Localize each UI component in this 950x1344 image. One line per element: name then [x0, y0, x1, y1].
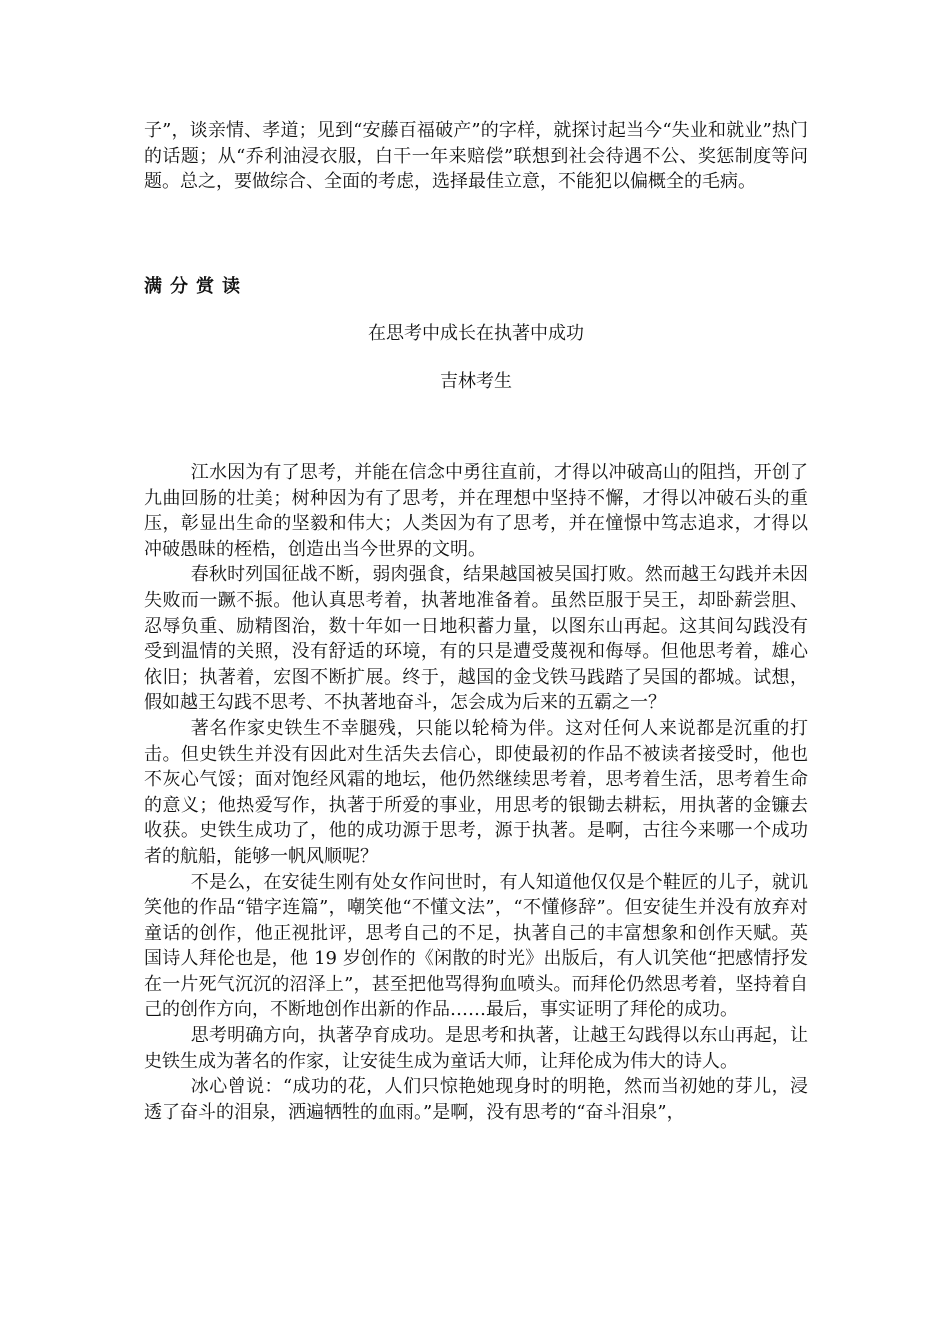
article-paragraph: 不是么，在安徒生刚有处女作问世时，有人知道他仅仅是个鞋匠的儿子，就讥笑他的作品“错字连篇”，嘲笑他“不懂文法”，“不懂修辞”。但安徒生并没有放弃对童话的创作，他正视批评，思考自己的不足，执著自己的丰富想象和创作天赋。英国诗人拜伦也是，他 19 岁创作的《闲散的时光》出版后，有人讥笑他“把感情抒发在一片死气沉沉的沼泽上”，甚至把他骂得狗血喷头。而拜伦仍然思考着，坚持着自己的创作方向，不断地创作出新的作品……最后，事实证明了拜伦的成功。 [144, 871, 808, 1021]
section-heading: 满分赏读 [144, 276, 248, 297]
article-author: 吉林考生 [440, 371, 512, 392]
article-paragraph: 春秋时列国征战不断，弱肉强食，结果越国被吴国打败。然而越王勾践并未因失败而一蹶不振。他认真思考着，执著地准备着。虽然臣服于吴王，却卧薪尝胆、忍辱负重、励精图治，数十年如一日地积蓄力量，以图东山再起。这其间勾践没有受到温情的关照，没有舒适的环境，有的只是遭受蔑视和侮辱。但他思考着，雄心依旧；执著着，宏图不断扩展。终于，越国的金戈铁马践踏了吴国的都城。试想，假如越王勾践不思考、不执著地奋斗，怎会成为后来的五霸之一？ [144, 564, 808, 714]
article-paragraph: 著名作家史铁生不幸腿残，只能以轮椅为伴。这对任何人来说都是沉重的打击。但史铁生并没有因此对生活失去信心，即使最初的作品不被读者接受时，他也不灰心气馁；面对饱经风霜的地坛，他仍然继续思考着，思考着生活，思考着生命的意义；他热爱写作，执著于所爱的事业，用思考的银锄去耕耘，用执著的金镰去收获。史铁生成功了，他的成功源于思考，源于执著。是啊，古往今来哪一个成功者的航船，能够一帆风顺呢？ [144, 717, 808, 867]
article-paragraph: 江水因为有了思考，并能在信念中勇往直前，才得以冲破高山的阻挡，开创了九曲回肠的壮美；树种因为有了思考，并在理想中坚持不懈，才得以冲破石头的重压，彰显出生命的坚毅和伟大；人类因为有了思考，并在憧憬中笃志追求，才得以冲破愚昧的桎梏，创造出当今世界的文明。 [144, 462, 808, 560]
article-title: 在思考中成长在执著中成功 [368, 323, 584, 344]
article-body [144, 460, 808, 1125]
intro-block [144, 118, 808, 195]
intro-paragraph: 子”，谈亲情、孝道；见到“安藤百福破产”的字样，就探讨起当今“失业和就业”热门的话题；从“乔利油浸衣服，白干一年来赔偿”联想到社会待遇不公、奖惩制度等问题。总之，要做综合、全面的考虑，选择最佳立意，不能犯以偏概全的毛病。 [144, 120, 808, 193]
article-paragraph: 思考明确方向，执著孕育成功。是思考和执著，让越王勾践得以东山再起，让史铁生成为著名的作家，让安徒生成为童话大师，让拜伦成为伟大的诗人。 [144, 1025, 808, 1072]
article-paragraph: 冰心曾说：“成功的花，人们只惊艳她现身时的明艳，然而当初她的芽儿，浸透了奋斗的泪泉，洒遍牺牲的血雨。”是啊，没有思考的“奋斗泪泉”， [144, 1076, 808, 1123]
